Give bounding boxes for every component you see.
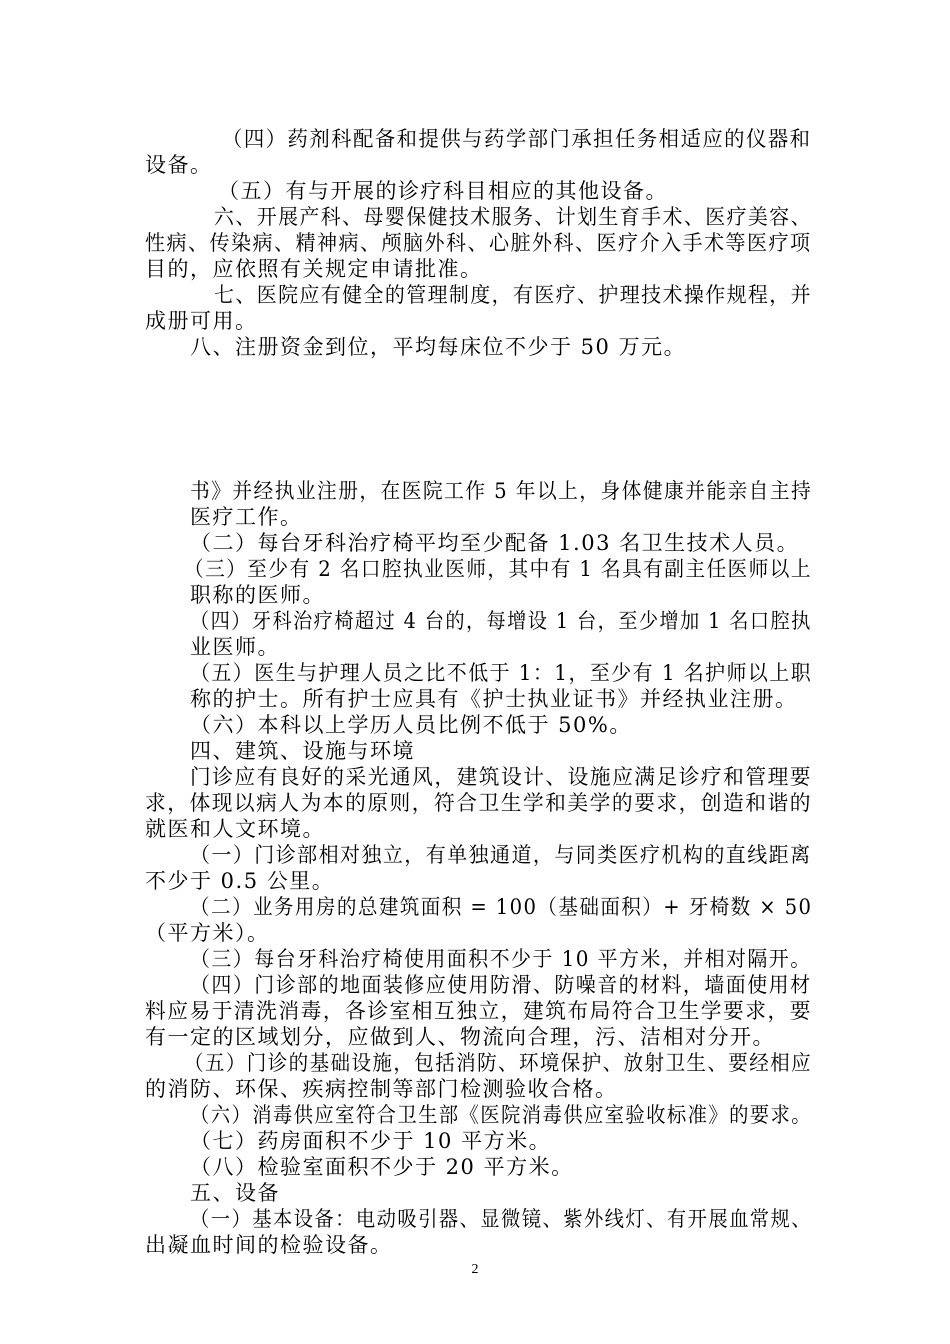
paragraph-line: 四、建筑、设施与环境 [190,739,415,763]
paragraph-line: （六）本科以上学历人员比例不低于 50%。 [190,713,632,737]
paragraph-line: 有一定的区域划分，应做到人、物流向合理，污、洁相对分开。 [145,1025,775,1049]
paragraph-line: 成册可用。 [145,309,258,333]
paragraph-line: （四）药剂科配备和提供与药学部门承担任务相适应的仪器和 [222,127,812,151]
paragraph-line: （四）牙科治疗椅超过 4 台的，每增设 1 台，至少增加 1 名口腔执 [190,609,812,633]
paragraph-line: （平方米）。 [145,921,270,945]
paragraph-line: （六）消毒供应室符合卫生部《医院消毒供应室验收标准》的要求。 [190,1103,813,1127]
paragraph-line: 五、设备 [190,1181,280,1205]
paragraph-line: 门诊应有良好的采光通风，建筑设计、设施应满足诊疗和管理要 [190,765,812,789]
paragraph-line: （二）业务用房的总建筑面积 = 100（基础面积）+ 牙椅数 × 50 [190,895,813,919]
paragraph-line: 出凝血时间的检验设备。 [145,1233,393,1257]
paragraph-line: 书》并经执业注册，在医院工作 5 年以上，身体健康并能亲自主持 [190,479,813,503]
paragraph-line: （三）至少有 2 名口腔执业医师，其中有 1 名具有副主任医师以上 [184,557,812,581]
paragraph-line: 不少于 0.5 公里。 [145,869,335,893]
paragraph-line: 求，体现以病人为本的原则，符合卫生学和美学的要求，创造和谐的 [145,791,812,815]
paragraph-line: 业医师。 [190,635,280,659]
paragraph-line: （五）有与开展的诊疗科目相应的其他设备。 [218,179,668,203]
paragraph-line: 目的，应依照有关规定申请批准。 [145,257,483,281]
paragraph-line: （八）检验室面积不少于 20 平方米。 [190,1155,574,1179]
paragraph-line: 医疗工作。 [190,505,303,529]
paragraph-line: 料应易于清洗消毒，各诊室相互独立，建筑布局符合卫生学要求，要 [145,999,812,1023]
paragraph-line: 八、注册资金到位，平均每床位不少于 50 万元。 [190,335,687,359]
paragraph-line: （七）药房面积不少于 10 平方米。 [190,1129,552,1153]
paragraph-line: 就医和人文环境。 [145,817,325,841]
page-number: 2 [471,1262,479,1277]
paragraph-line: （二）每台牙科治疗椅平均至少配备 1.03 名卫生技术人员。 [190,531,800,555]
paragraph-line: 六、开展产科、母婴保健技术服务、计划生育手术、医疗美容、 [214,205,812,229]
paragraph-line: 的消防、环保、疾病控制等部门检测验收合格。 [145,1077,618,1101]
paragraph-line: （五）医生与护理人员之比不低于 1：1，至少有 1 名护师以上职 [190,661,813,685]
paragraph-line: 职称的医师。 [190,583,325,607]
paragraph-line: （五）门诊的基础设施，包括消防、环境保护、放射卫生、要经相应 [184,1051,813,1075]
paragraph-line: （四）门诊部的地面装修应使用防滑、防噪音的材料，墙面使用材 [190,973,812,997]
paragraph-line: 称的护士。所有护士应具有《护士执业证书》并经执业注册。 [190,687,798,711]
paragraph-line: （三）每台牙科治疗椅使用面积不少于 10 平方米，并相对隔开。 [190,947,812,971]
paragraph-line: 七、医院应有健全的管理制度，有医疗、护理技术操作规程，并 [214,283,812,307]
paragraph-line: （一）门诊部相对独立，有单独通道，与同类医疗机构的直线距离 [190,843,812,867]
paragraph-line: 性病、传染病、精神病、颅脑外科、心脏外科、医疗介入手术等医疗项 [145,231,812,255]
paragraph-line: （一）基本设备：电动吸引器、显微镜、紫外线灯、有开展血常规、 [190,1207,813,1231]
paragraph-line: 设备。 [145,153,213,177]
